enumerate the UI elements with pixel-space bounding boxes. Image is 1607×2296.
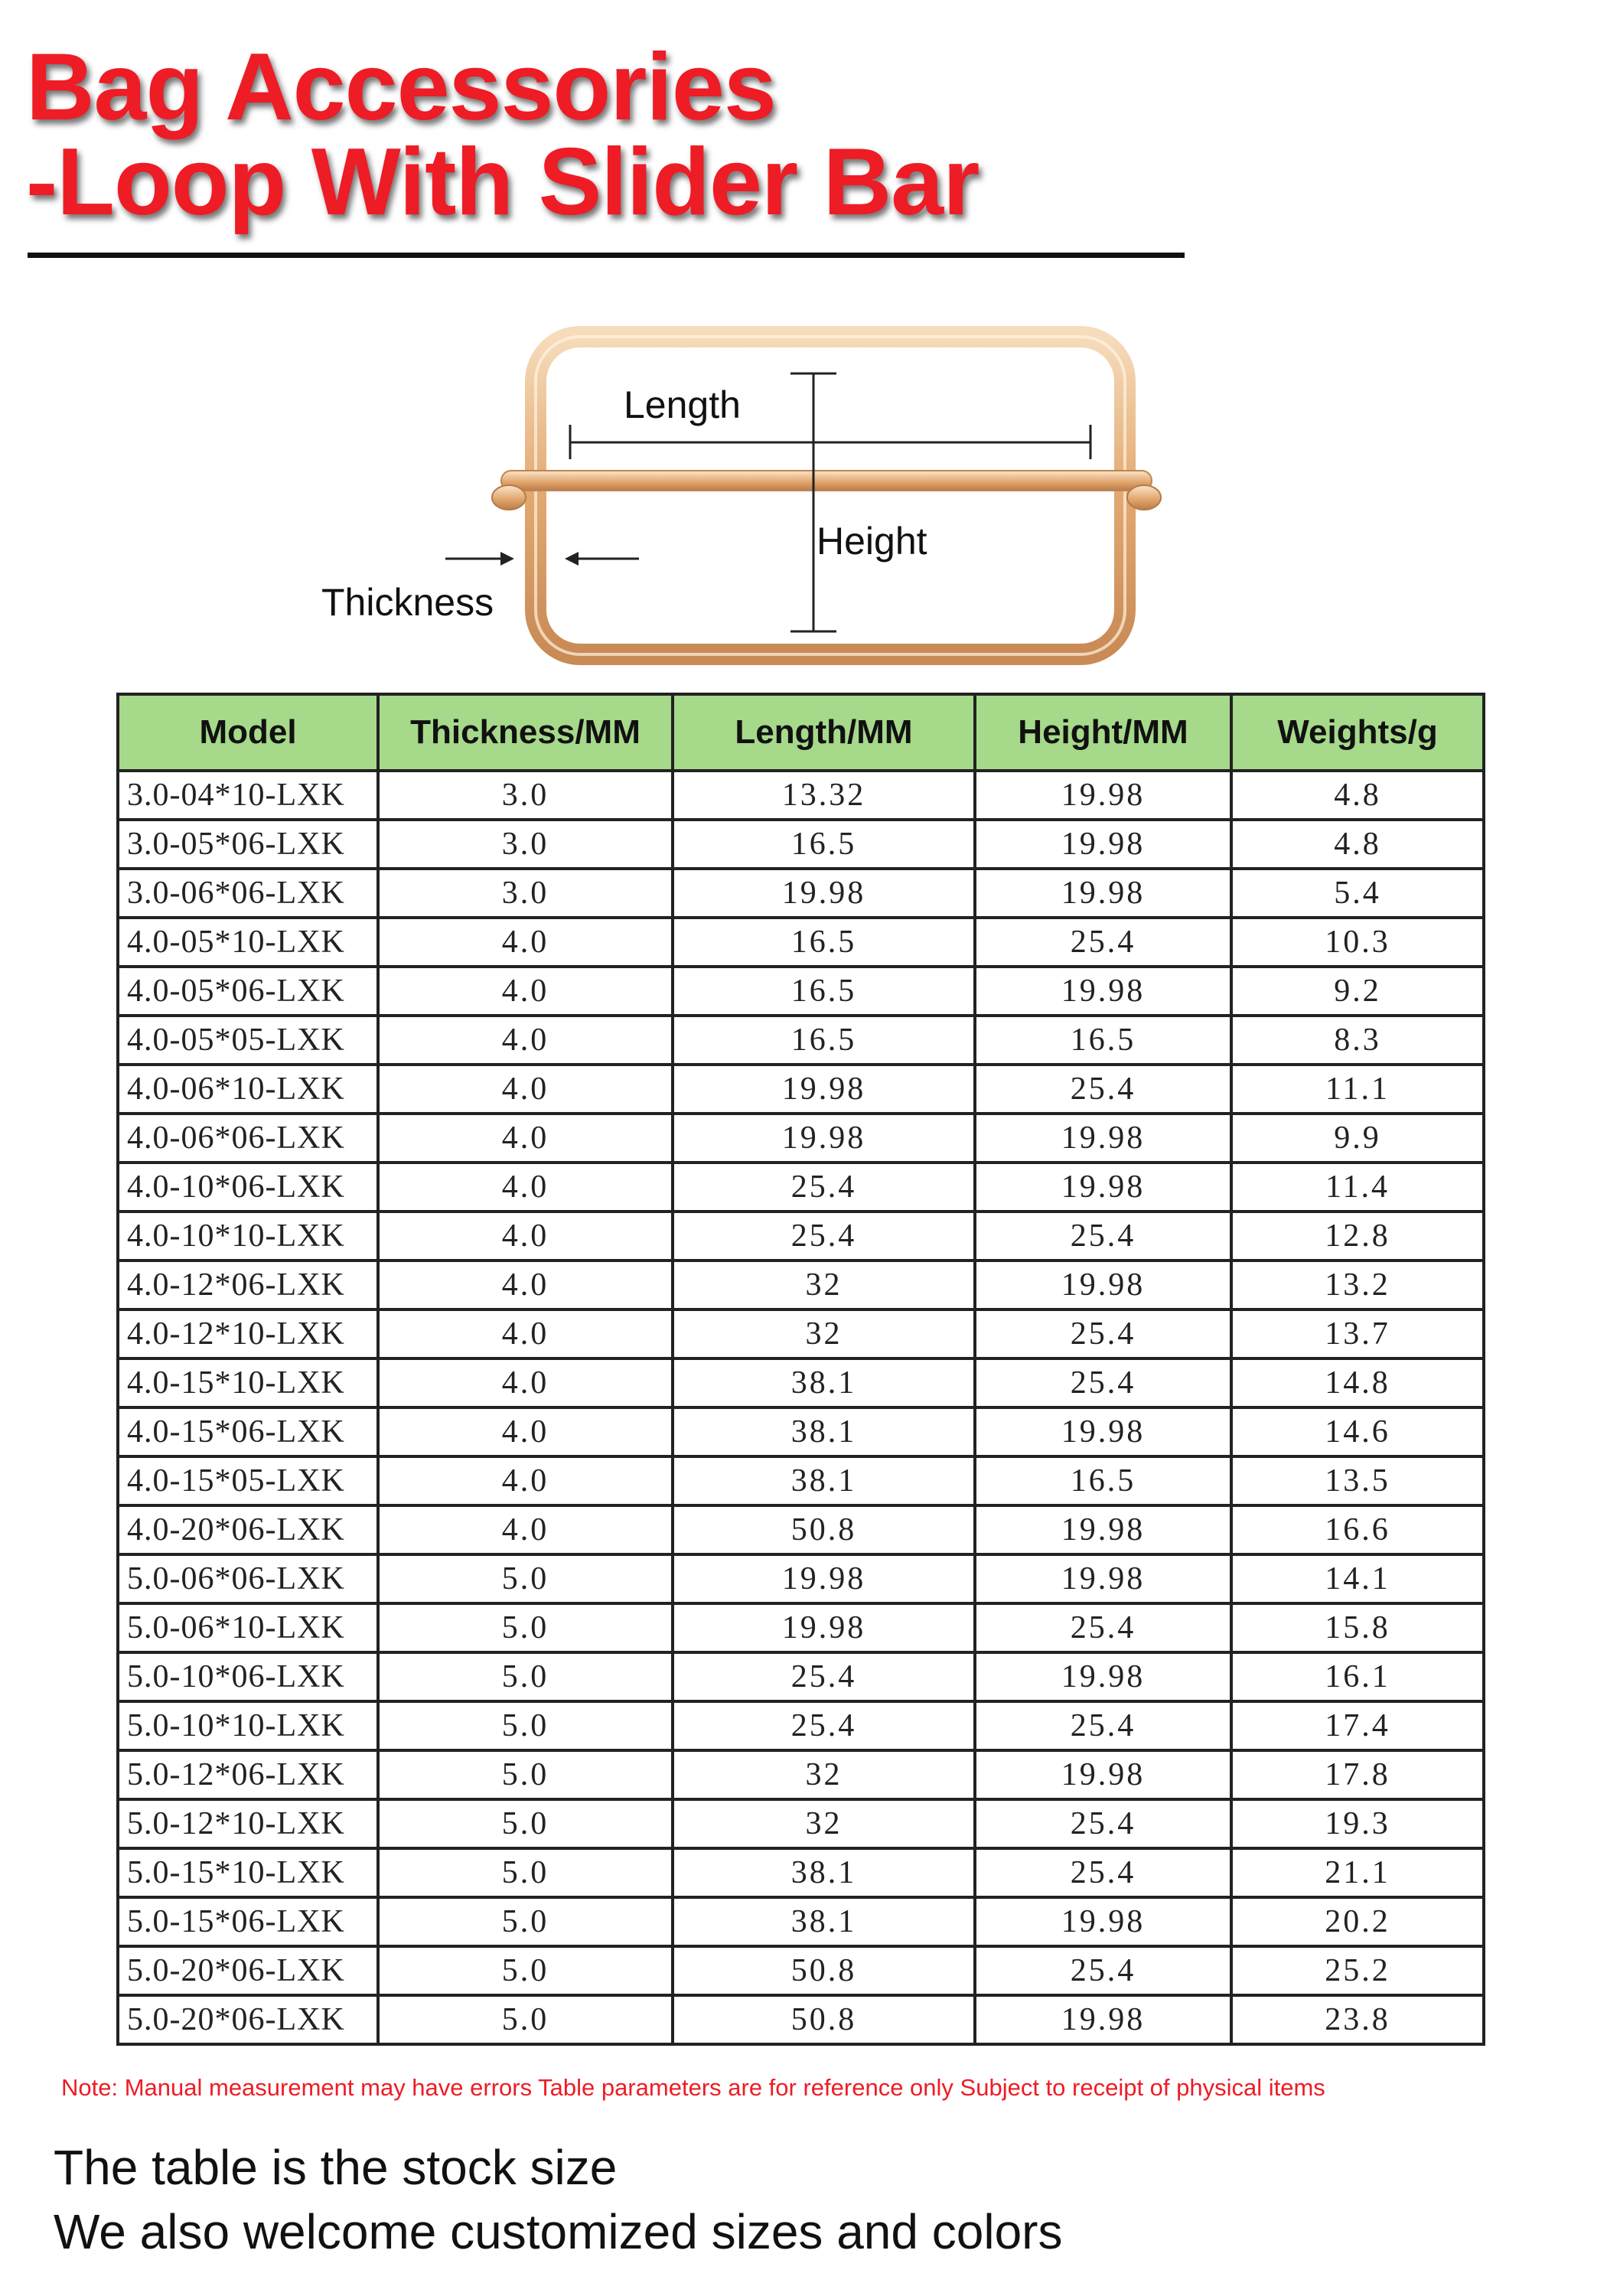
cell-weight: 25.2 xyxy=(1231,1946,1484,1995)
cell-height: 25.4 xyxy=(975,918,1231,967)
cell-height: 16.5 xyxy=(975,1016,1231,1065)
cell-length: 32 xyxy=(673,1309,975,1358)
cell-model: 5.0-20*06-LXK xyxy=(118,1946,378,1995)
footer-text xyxy=(54,2135,1062,2264)
cell-model: 4.0-10*06-LXK xyxy=(118,1163,378,1212)
cell-length: 16.5 xyxy=(673,918,975,967)
cell-length: 25.4 xyxy=(673,1163,975,1212)
cell-model: 3.0-05*06-LXK xyxy=(118,820,378,869)
cell-model: 4.0-06*06-LXK xyxy=(118,1114,378,1163)
cell-height: 25.4 xyxy=(975,1309,1231,1358)
cell-model: 4.0-05*06-LXK xyxy=(118,967,378,1016)
table-row xyxy=(118,1652,1484,1701)
cell-thickness: 5.0 xyxy=(378,1995,673,2044)
cell-thickness: 4.0 xyxy=(378,1456,673,1505)
cell-height: 19.98 xyxy=(975,967,1231,1016)
cell-weight: 13.2 xyxy=(1231,1261,1484,1309)
cell-thickness: 4.0 xyxy=(378,1505,673,1554)
cell-model: 5.0-15*10-LXK xyxy=(118,1848,378,1897)
cell-weight: 5.4 xyxy=(1231,869,1484,918)
table-row xyxy=(118,1016,1484,1065)
cell-length: 38.1 xyxy=(673,1456,975,1505)
height-label: Height xyxy=(817,520,927,563)
cell-model: 4.0-10*10-LXK xyxy=(118,1212,378,1261)
cell-weight: 17.4 xyxy=(1231,1701,1484,1750)
table-row xyxy=(118,1212,1484,1261)
table-row xyxy=(118,1163,1484,1212)
title-line-2: -Loop With Slider Bar xyxy=(26,129,980,235)
cell-length: 19.98 xyxy=(673,869,975,918)
cell-model: 4.0-06*10-LXK xyxy=(118,1065,378,1114)
spec-table xyxy=(116,693,1485,2046)
cell-thickness: 4.0 xyxy=(378,1309,673,1358)
cell-thickness: 5.0 xyxy=(378,1750,673,1799)
thickness-label: Thickness xyxy=(321,581,494,624)
cell-height: 19.98 xyxy=(975,1114,1231,1163)
cell-length: 32 xyxy=(673,1799,975,1848)
cell-model: 4.0-15*05-LXK xyxy=(118,1456,378,1505)
cell-weight: 4.8 xyxy=(1231,771,1484,820)
cell-height: 19.98 xyxy=(975,820,1231,869)
cell-height: 16.5 xyxy=(975,1456,1231,1505)
cell-model: 4.0-05*05-LXK xyxy=(118,1016,378,1065)
cell-thickness: 4.0 xyxy=(378,918,673,967)
cell-length: 19.98 xyxy=(673,1554,975,1603)
cell-height: 19.98 xyxy=(975,1163,1231,1212)
table-row xyxy=(118,1358,1484,1407)
cell-weight: 4.8 xyxy=(1231,820,1484,869)
table-row xyxy=(118,1456,1484,1505)
cell-height: 19.98 xyxy=(975,1750,1231,1799)
cell-thickness: 4.0 xyxy=(378,1358,673,1407)
cell-model: 5.0-10*06-LXK xyxy=(118,1652,378,1701)
table-row xyxy=(118,1603,1484,1652)
header-length: Length/MM xyxy=(673,694,975,771)
cell-height: 19.98 xyxy=(975,1652,1231,1701)
cell-model: 5.0-12*10-LXK xyxy=(118,1799,378,1848)
cell-length: 38.1 xyxy=(673,1848,975,1897)
cell-height: 19.98 xyxy=(975,1261,1231,1309)
cell-thickness: 5.0 xyxy=(378,1603,673,1652)
cell-height: 19.98 xyxy=(975,1407,1231,1456)
cell-weight: 16.6 xyxy=(1231,1505,1484,1554)
table-row xyxy=(118,1897,1484,1946)
cell-weight: 8.3 xyxy=(1231,1016,1484,1065)
footer-line-1: The table is the stock size xyxy=(54,2140,618,2195)
header-thickness: Thickness/MM xyxy=(378,694,673,771)
cell-thickness: 4.0 xyxy=(378,1407,673,1456)
slider-end-right xyxy=(1127,485,1161,510)
cell-length: 16.5 xyxy=(673,967,975,1016)
cell-length: 50.8 xyxy=(673,1505,975,1554)
cell-weight: 9.2 xyxy=(1231,967,1484,1016)
cell-thickness: 5.0 xyxy=(378,1701,673,1750)
cell-length: 50.8 xyxy=(673,1995,975,2044)
cell-length: 16.5 xyxy=(673,1016,975,1065)
cell-height: 19.98 xyxy=(975,1505,1231,1554)
table-row xyxy=(118,1946,1484,1995)
table-row xyxy=(118,1554,1484,1603)
cell-length: 38.1 xyxy=(673,1358,975,1407)
cell-model: 3.0-04*10-LXK xyxy=(118,771,378,820)
cell-height: 19.98 xyxy=(975,1897,1231,1946)
cell-length: 13.32 xyxy=(673,771,975,820)
cell-thickness: 3.0 xyxy=(378,771,673,820)
cell-height: 25.4 xyxy=(975,1212,1231,1261)
cell-weight: 11.4 xyxy=(1231,1163,1484,1212)
cell-weight: 10.3 xyxy=(1231,918,1484,967)
cell-model: 4.0-20*06-LXK xyxy=(118,1505,378,1554)
disclaimer-note: Note: Manual measurement may have errors Table parameters are for reference only Subject to receipt of physical items xyxy=(61,2074,1325,2101)
slider-end-left xyxy=(492,485,526,510)
header-height: Height/MM xyxy=(975,694,1231,771)
cell-length: 25.4 xyxy=(673,1652,975,1701)
table-row xyxy=(118,820,1484,869)
table-row xyxy=(118,1995,1484,2044)
cell-weight: 14.6 xyxy=(1231,1407,1484,1456)
cell-height: 25.4 xyxy=(975,1701,1231,1750)
cell-weight: 16.1 xyxy=(1231,1652,1484,1701)
cell-weight: 15.8 xyxy=(1231,1603,1484,1652)
cell-model: 4.0-12*10-LXK xyxy=(118,1309,378,1358)
title-underline xyxy=(28,253,1185,258)
page-title xyxy=(26,34,980,235)
cell-height: 19.98 xyxy=(975,869,1231,918)
cell-thickness: 5.0 xyxy=(378,1848,673,1897)
cell-length: 19.98 xyxy=(673,1603,975,1652)
cell-height: 25.4 xyxy=(975,1358,1231,1407)
cell-weight: 17.8 xyxy=(1231,1750,1484,1799)
cell-model: 4.0-12*06-LXK xyxy=(118,1261,378,1309)
cell-model: 4.0-15*06-LXK xyxy=(118,1407,378,1456)
cell-model: 5.0-12*06-LXK xyxy=(118,1750,378,1799)
cell-model: 5.0-15*06-LXK xyxy=(118,1897,378,1946)
cell-weight: 21.1 xyxy=(1231,1848,1484,1897)
cell-thickness: 3.0 xyxy=(378,820,673,869)
cell-thickness: 5.0 xyxy=(378,1799,673,1848)
table-row xyxy=(118,1799,1484,1848)
cell-thickness: 3.0 xyxy=(378,869,673,918)
cell-thickness: 4.0 xyxy=(378,1065,673,1114)
cell-model: 4.0-15*10-LXK xyxy=(118,1358,378,1407)
cell-thickness: 4.0 xyxy=(378,1016,673,1065)
table-header-row xyxy=(118,694,1484,771)
cell-weight: 19.3 xyxy=(1231,1799,1484,1848)
footer-line-2: We also welcome customized sizes and colors xyxy=(54,2204,1063,2259)
cell-model: 5.0-06*06-LXK xyxy=(118,1554,378,1603)
cell-thickness: 4.0 xyxy=(378,1261,673,1309)
cell-weight: 14.1 xyxy=(1231,1554,1484,1603)
table-row xyxy=(118,1848,1484,1897)
title-line-1: Bag Accessories xyxy=(26,34,776,140)
cell-thickness: 4.0 xyxy=(378,1114,673,1163)
cell-height: 25.4 xyxy=(975,1799,1231,1848)
cell-length: 38.1 xyxy=(673,1407,975,1456)
cell-thickness: 4.0 xyxy=(378,967,673,1016)
product-diagram xyxy=(0,306,1607,689)
loop-slider-illustration xyxy=(0,306,1607,689)
cell-height: 25.4 xyxy=(975,1603,1231,1652)
cell-length: 32 xyxy=(673,1750,975,1799)
cell-length: 38.1 xyxy=(673,1897,975,1946)
cell-thickness: 5.0 xyxy=(378,1897,673,1946)
table-row xyxy=(118,1701,1484,1750)
length-label: Length xyxy=(624,383,741,426)
cell-model: 5.0-06*10-LXK xyxy=(118,1603,378,1652)
cell-length: 19.98 xyxy=(673,1065,975,1114)
cell-length: 25.4 xyxy=(673,1701,975,1750)
cell-height: 19.98 xyxy=(975,1554,1231,1603)
cell-weight: 13.7 xyxy=(1231,1309,1484,1358)
cell-height: 25.4 xyxy=(975,1065,1231,1114)
table-row xyxy=(118,1065,1484,1114)
cell-length: 32 xyxy=(673,1261,975,1309)
cell-thickness: 4.0 xyxy=(378,1212,673,1261)
table-row xyxy=(118,1261,1484,1309)
header-model: Model xyxy=(118,694,378,771)
cell-model: 4.0-05*10-LXK xyxy=(118,918,378,967)
cell-weight: 9.9 xyxy=(1231,1114,1484,1163)
cell-thickness: 5.0 xyxy=(378,1946,673,1995)
cell-height: 25.4 xyxy=(975,1946,1231,1995)
table-row xyxy=(118,918,1484,967)
table-row xyxy=(118,1505,1484,1554)
table-row xyxy=(118,967,1484,1016)
cell-length: 16.5 xyxy=(673,820,975,869)
cell-model: 5.0-20*06-LXK xyxy=(118,1995,378,2044)
table-row xyxy=(118,1407,1484,1456)
cell-length: 25.4 xyxy=(673,1212,975,1261)
cell-weight: 14.8 xyxy=(1231,1358,1484,1407)
table-row xyxy=(118,1309,1484,1358)
cell-length: 50.8 xyxy=(673,1946,975,1995)
cell-weight: 12.8 xyxy=(1231,1212,1484,1261)
cell-weight: 11.1 xyxy=(1231,1065,1484,1114)
cell-weight: 13.5 xyxy=(1231,1456,1484,1505)
table-row xyxy=(118,771,1484,820)
table-row xyxy=(118,869,1484,918)
cell-weight: 20.2 xyxy=(1231,1897,1484,1946)
cell-model: 3.0-06*06-LXK xyxy=(118,869,378,918)
cell-model: 5.0-10*10-LXK xyxy=(118,1701,378,1750)
cell-thickness: 5.0 xyxy=(378,1652,673,1701)
cell-height: 25.4 xyxy=(975,1848,1231,1897)
cell-thickness: 4.0 xyxy=(378,1163,673,1212)
cell-thickness: 5.0 xyxy=(378,1554,673,1603)
table-row xyxy=(118,1114,1484,1163)
table-row xyxy=(118,1750,1484,1799)
cell-height: 19.98 xyxy=(975,1995,1231,2044)
header-weight: Weights/g xyxy=(1231,694,1484,771)
slider-bar xyxy=(501,471,1152,491)
cell-height: 19.98 xyxy=(975,771,1231,820)
cell-length: 19.98 xyxy=(673,1114,975,1163)
cell-weight: 23.8 xyxy=(1231,1995,1484,2044)
